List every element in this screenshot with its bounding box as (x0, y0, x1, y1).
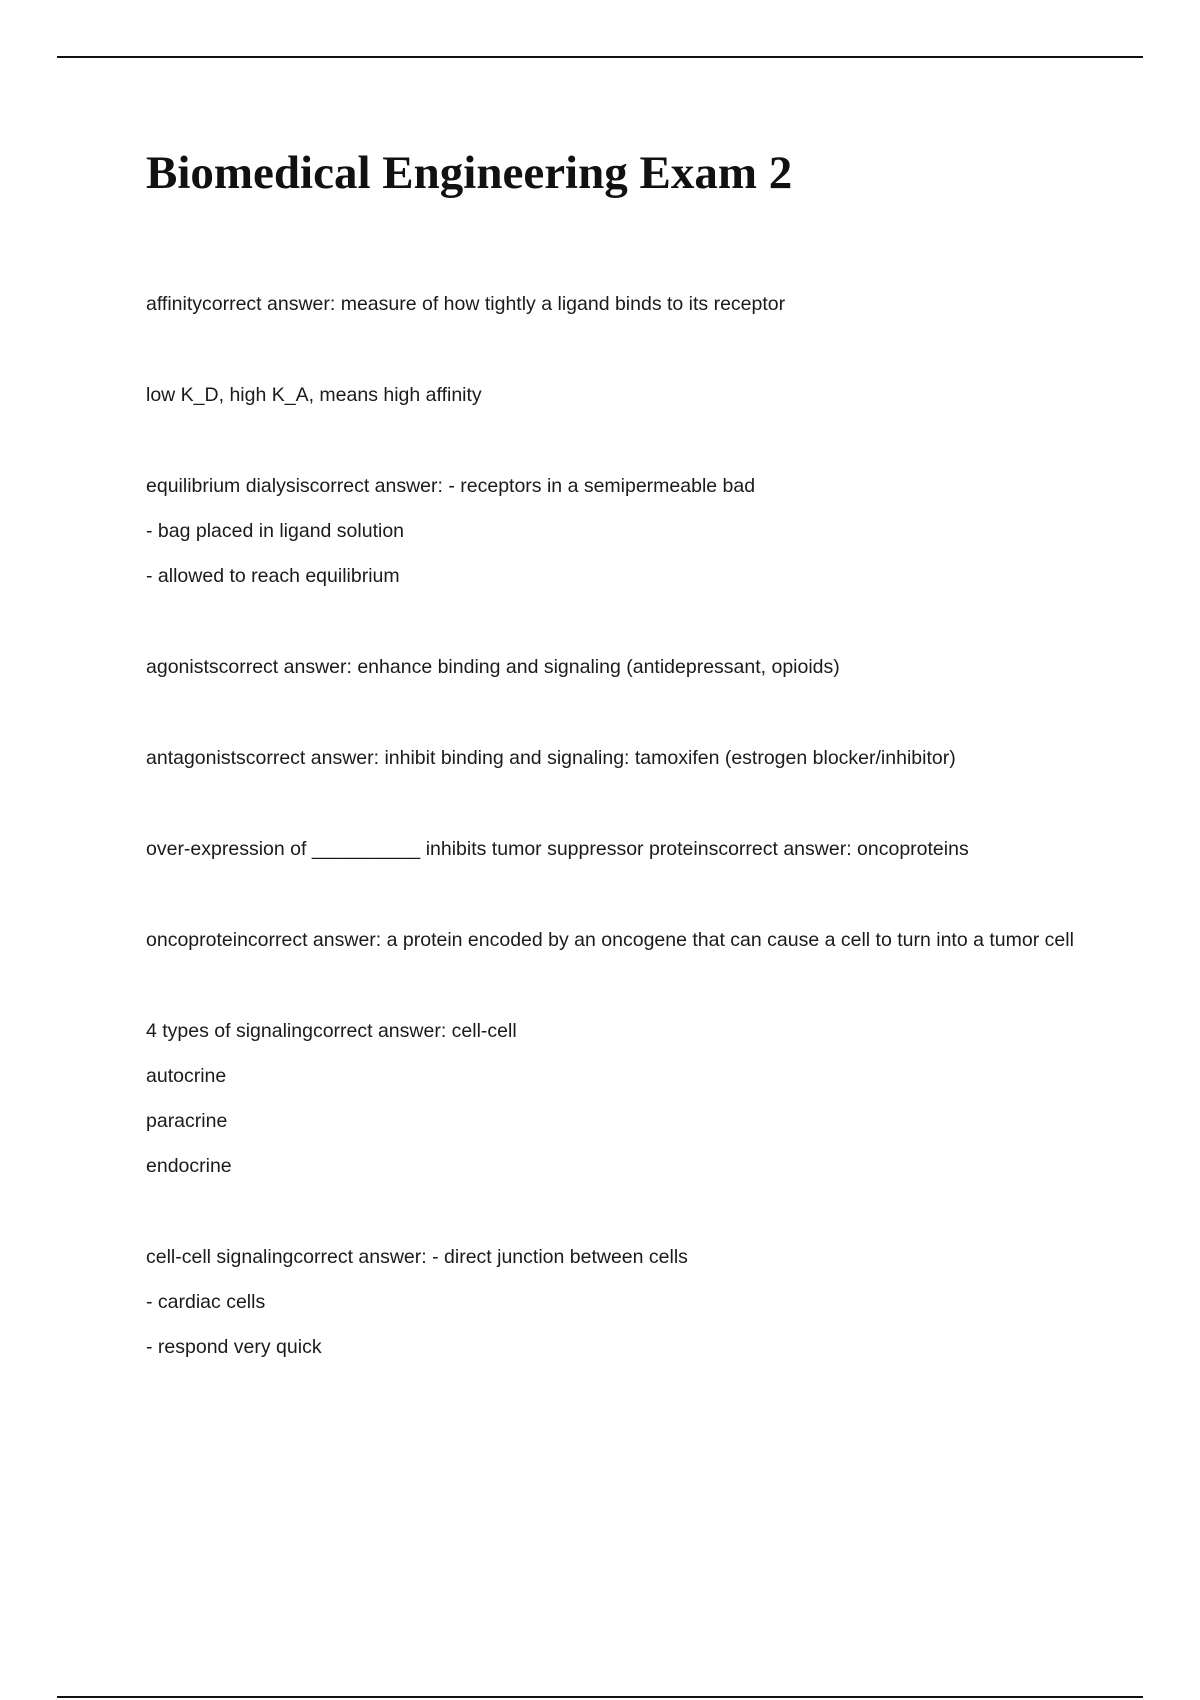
entry-line: - bag placed in ligand solution (146, 520, 405, 542)
flashcard-signaling-types (146, 1017, 1086, 1180)
entry-line: agonistscorrect answer: enhance binding and signaling (antidepressant, opioids) (146, 656, 840, 678)
flashcard-affinity (146, 290, 1086, 318)
entry-line: equilibrium dialysiscorrect answer: - receptors in a semipermeable bad (146, 475, 756, 497)
page-title: Biomedical Engineering Exam 2 (146, 147, 793, 199)
flashcard-cell-cell-signaling (146, 1243, 1086, 1361)
entry-line: endocrine (146, 1155, 232, 1177)
bottom-rule (57, 1696, 1143, 1698)
flashcard-oncoprotein (146, 926, 1086, 954)
flashcard-agonists (146, 653, 1086, 681)
entry-line: autocrine (146, 1065, 227, 1087)
flashcard-list (146, 290, 1086, 1424)
entry-line: oncoproteincorrect answer: a protein encoded by an oncogene that can cause a cell to turn into a tumor cell (146, 929, 1074, 951)
flashcard-over-expression (146, 835, 1086, 863)
entry-line: 4 types of signalingcorrect answer: cell-cell (146, 1020, 517, 1042)
top-rule (57, 56, 1143, 58)
entry-line: paracrine (146, 1110, 228, 1132)
entry-line: - allowed to reach equilibrium (146, 565, 400, 587)
flashcard-equilibrium-dialysis (146, 472, 1086, 590)
entry-line: low K_D, high K_A, means high affinity (146, 384, 482, 406)
entry-line: - respond very quick (146, 1336, 322, 1358)
entry-line: over-expression of __________ inhibits tumor suppressor proteinscorrect answer: oncoproteins (146, 838, 969, 860)
flashcard-kd-ka-note (146, 381, 1086, 409)
entry-line: antagonistscorrect answer: inhibit binding and signaling: tamoxifen (estrogen blocker/inhibitor) (146, 747, 956, 769)
flashcard-antagonists (146, 744, 1086, 772)
entry-line: cell-cell signalingcorrect answer: - direct junction between cells (146, 1246, 688, 1268)
entry-line: - cardiac cells (146, 1291, 266, 1313)
entry-line: affinitycorrect answer: measure of how tightly a ligand binds to its receptor (146, 293, 786, 315)
